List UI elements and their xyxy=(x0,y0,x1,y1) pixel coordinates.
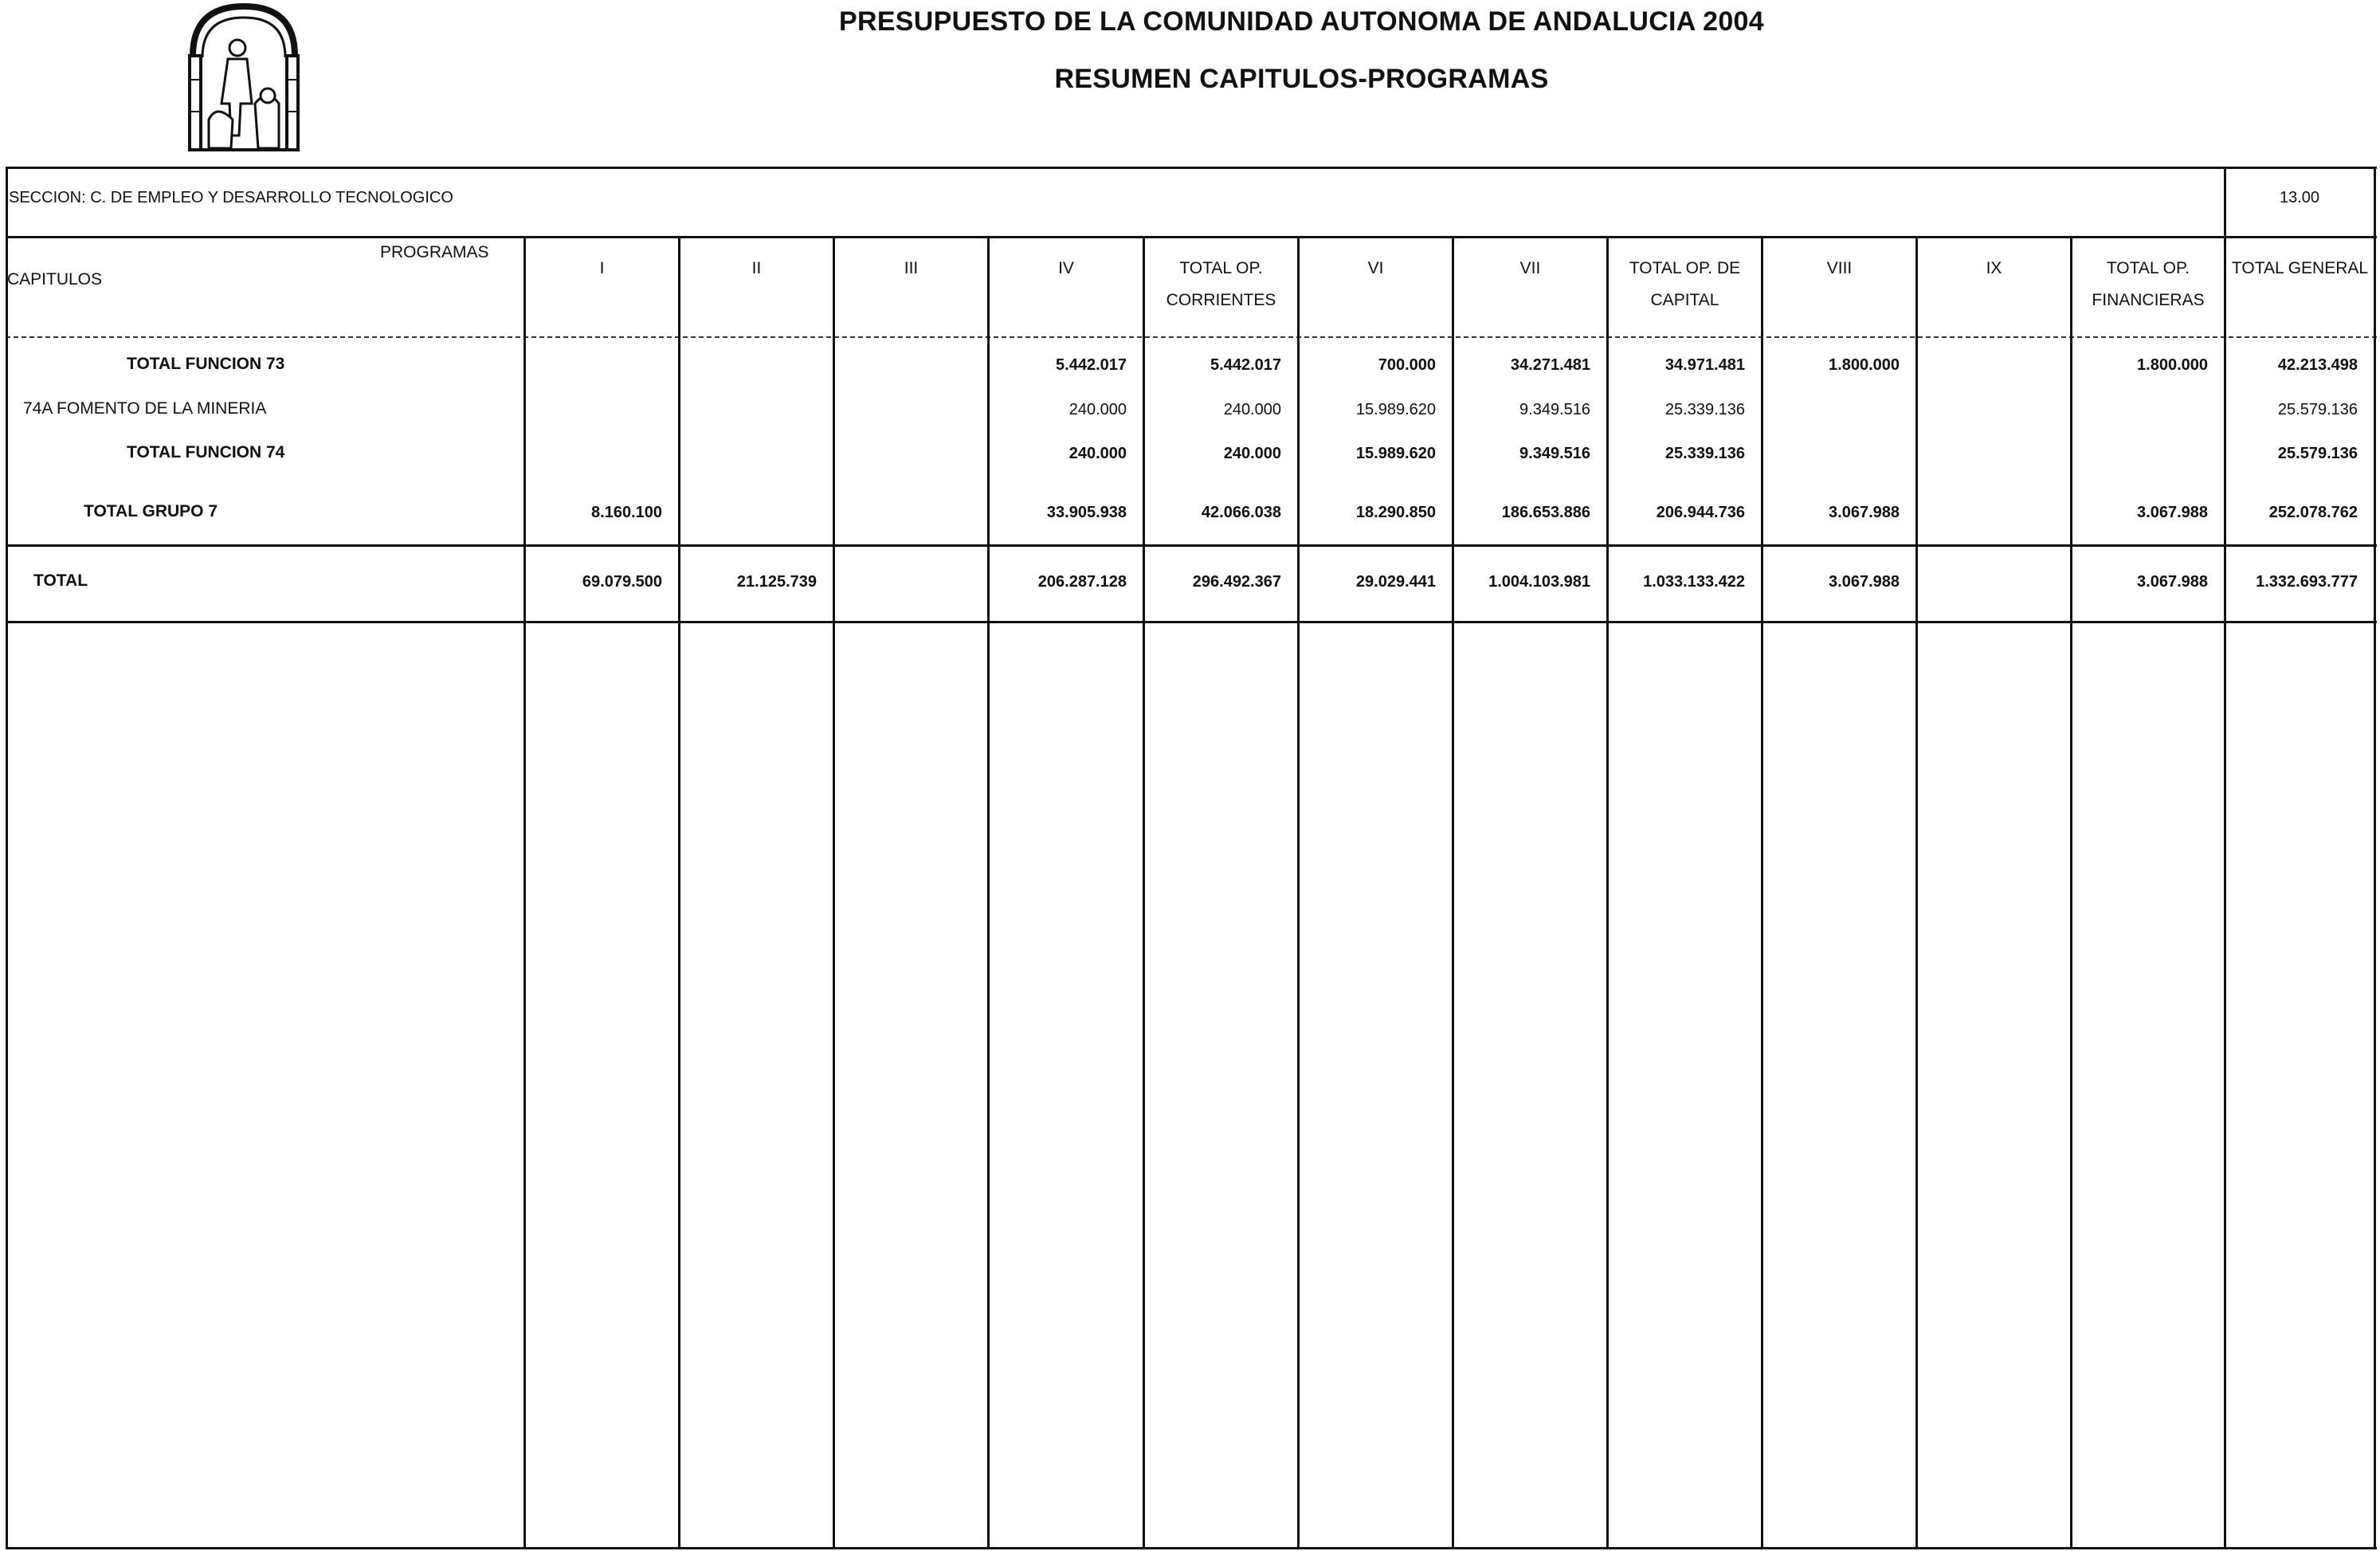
column-rule xyxy=(1761,236,1763,1549)
table-cell: 42.213.498 xyxy=(2277,356,2358,374)
column-header: IX xyxy=(1986,259,2002,277)
row-label: TOTAL GRUPO 7 xyxy=(84,502,218,520)
table-cell: 33.905.938 xyxy=(1046,504,1127,521)
column-rule xyxy=(1606,236,1609,1549)
column-rule xyxy=(1143,236,1145,1549)
column-header: II xyxy=(751,259,762,277)
table-cell: 8.160.100 xyxy=(591,504,662,521)
table-top-rule xyxy=(6,167,2377,169)
table-cell: 186.653.886 xyxy=(1501,504,1590,521)
column-rule xyxy=(523,236,526,1549)
seccion-bottom-rule xyxy=(6,236,2377,238)
table-cell: 15.989.620 xyxy=(1355,401,1436,418)
table-cell: 206.287.128 xyxy=(1037,573,1127,591)
table-cell: 240.000 xyxy=(1223,445,1281,462)
column-rule xyxy=(678,236,680,1549)
table-bottom-rule xyxy=(6,1547,2377,1549)
budget-table xyxy=(6,167,2377,1551)
capitulos-header: CAPITULOS xyxy=(7,270,103,289)
table-cell: 1.033.133.422 xyxy=(1643,573,1745,591)
group-bottom-rule xyxy=(6,544,2377,547)
column-rule xyxy=(1297,236,1300,1549)
total-bottom-rule xyxy=(6,621,2377,623)
column-header: TOTAL GENERAL xyxy=(2231,259,2369,277)
table-cell: 42.066.038 xyxy=(1201,504,1281,521)
table-cell: 3.067.988 xyxy=(1829,573,1900,591)
table-cell: 25.579.136 xyxy=(2277,445,2358,462)
column-rule xyxy=(2070,236,2072,1549)
column-header: VII xyxy=(1519,259,1541,277)
table-cell: 240.000 xyxy=(1223,401,1281,418)
column-header: TOTAL OP. CORRIENTES xyxy=(1166,259,1276,309)
table-cell: 1.332.693.777 xyxy=(2256,573,2358,591)
column-header: IV xyxy=(1058,259,1074,277)
table-cell: 1.004.103.981 xyxy=(1488,573,1590,591)
total-row-label: TOTAL xyxy=(33,571,88,590)
table-cell: 700.000 xyxy=(1378,356,1436,374)
table-cell: 1.800.000 xyxy=(2137,356,2208,374)
column-rule xyxy=(1452,236,1454,1549)
table-cell: 3.067.988 xyxy=(2137,504,2208,521)
column-rule xyxy=(833,236,835,1549)
table-cell: 252.078.762 xyxy=(2268,504,2358,521)
table-cell: 206.944.736 xyxy=(1656,504,1745,521)
column-rule xyxy=(1915,236,1918,1549)
document-subtitle: RESUMEN CAPITULOS-PROGRAMAS xyxy=(1054,64,1549,94)
column-header: III xyxy=(904,259,919,277)
column-header: I xyxy=(599,259,605,277)
table-cell: 34.971.481 xyxy=(1664,356,1745,374)
seccion-label: SECCION: C. DE EMPLEO Y DESARROLLO TECNOLOGICO xyxy=(9,189,453,206)
table-cell: 18.290.850 xyxy=(1355,504,1436,521)
row-label: 74A FOMENTO DE LA MINERIA xyxy=(23,399,267,418)
table-cell: 25.339.136 xyxy=(1664,401,1745,418)
table-cell: 21.125.739 xyxy=(736,573,817,591)
seccion-code: 13.00 xyxy=(2279,189,2320,206)
document-title: PRESUPUESTO DE LA COMUNIDAD AUTONOMA DE ANDALUCIA 2004 xyxy=(839,6,1764,37)
table-cell: 3.067.988 xyxy=(2137,573,2208,591)
frame-left-rule xyxy=(6,167,8,1549)
column-header: TOTAL OP. FINANCIERAS xyxy=(2092,259,2205,309)
table-cell: 15.989.620 xyxy=(1355,445,1436,462)
table-cell: 296.492.367 xyxy=(1192,573,1281,591)
table-cell: 9.349.516 xyxy=(1519,401,1590,418)
table-cell: 3.067.988 xyxy=(1829,504,1900,521)
frame-right-rule xyxy=(2374,167,2376,1549)
programas-header: PROGRAMAS xyxy=(380,243,489,261)
table-cell: 240.000 xyxy=(1068,401,1127,418)
table-cell: 1.800.000 xyxy=(1829,356,1900,374)
table-cell: 5.442.017 xyxy=(1210,356,1281,374)
table-cell: 29.029.441 xyxy=(1355,573,1436,591)
row-label: TOTAL FUNCION 73 xyxy=(127,355,285,373)
column-header: TOTAL OP. DE CAPITAL xyxy=(1629,259,1741,309)
table-cell: 5.442.017 xyxy=(1056,356,1127,374)
table-cell: 240.000 xyxy=(1068,445,1127,462)
column-header: VI xyxy=(1367,259,1384,277)
table-cell: 9.349.516 xyxy=(1519,445,1590,462)
header-bottom-rule xyxy=(6,336,2377,338)
table-cell: 34.271.481 xyxy=(1510,356,1590,374)
column-rule xyxy=(987,236,990,1549)
row-label: TOTAL FUNCION 74 xyxy=(127,443,285,461)
table-cell: 69.079.500 xyxy=(582,573,662,591)
table-cell: 25.339.136 xyxy=(1664,445,1745,462)
column-header: VIII xyxy=(1826,259,1853,277)
table-cell: 25.579.136 xyxy=(2277,401,2358,418)
